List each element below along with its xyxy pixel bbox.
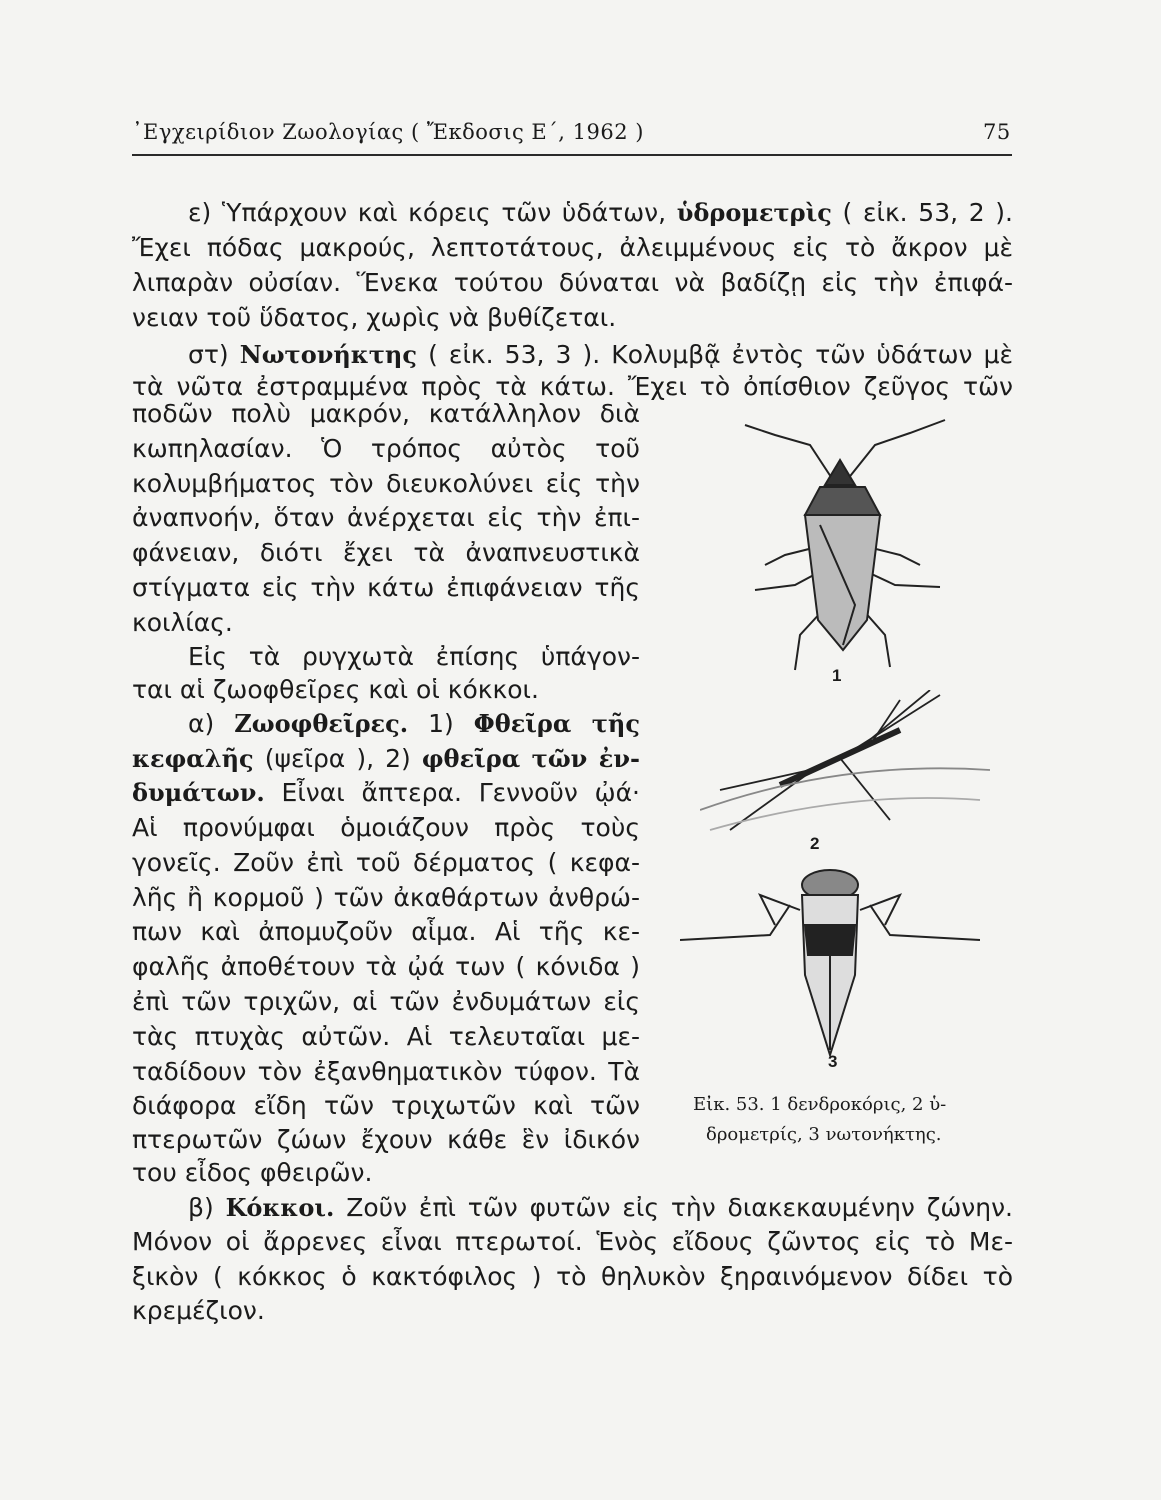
text-run: ξικὸν ( κόκκος ὁ κακτόφιλος ) τὸ θηλυκὸν ξηραινόμενον δίδει τὸ [132, 1262, 1013, 1291]
text-line [132, 914, 640, 950]
bold-term: Νωτονήκτης [239, 340, 417, 369]
text-run: πτερωτῶν ζώων ἔχουν κάθε ἓν ἰδικόν [132, 1125, 640, 1154]
text-run: του εἶδος φθειρῶν. [132, 1158, 373, 1187]
text-run: Αἱ προνύμφαι ὁμοιάζουν πρὸς τοὺς [132, 813, 640, 842]
text-run: λιπαρὰν οὐσίαν. Ἕνεκα τούτου δύναται νὰ βαδίζῃ εἰς τὴν ἐπιφά- [132, 268, 1013, 297]
text-run: ποδῶν πολὺ μακρόν, κατάλληλον διὰ [132, 399, 640, 428]
text-run: τὰς πτυχὰς αὐτῶν. Αἱ τελευταῖαι με- [132, 1022, 640, 1051]
text-run: κοιλίας. [132, 608, 233, 637]
text-line [132, 535, 640, 571]
text-run: Μόνον οἱ ἄρρενες εἶναι πτερωτοί. Ἑνὸς εἴδους ζῶντος εἰς τὸ Με- [132, 1227, 1013, 1256]
text-run: κρεμέζιον. [132, 1296, 265, 1325]
text-run: γονεῖς. Ζοῦν ἐπὶ τοῦ δέρματος ( κεφα- [132, 848, 640, 877]
text-line [132, 1224, 1013, 1260]
text-line [132, 396, 640, 432]
text-line [132, 500, 640, 536]
text-line [132, 880, 640, 916]
bold-term: κεφαλῆς [132, 744, 254, 773]
text-run: ἐπὶ τῶν τριχῶν, αἱ τῶν ἐνδυμάτων εἰς [132, 987, 640, 1016]
bold-term: Φθεῖρα τῆς [473, 709, 640, 738]
figure-3-backswimmer-illustration [680, 865, 980, 1060]
text-run: Εἰς τὰ ρυγχωτὰ ἐπίσης ὑπάγον- [188, 642, 640, 671]
text-line [188, 195, 1013, 231]
bold-term: Ζωοφθεῖρες. [234, 709, 409, 738]
text-line [132, 466, 640, 502]
text-line [132, 949, 640, 985]
text-line [132, 1054, 640, 1090]
text-line [132, 605, 640, 641]
text-run: στ) [188, 340, 240, 369]
text-run: φαλῆς ἀποθέτουν τὰ ᾠά των ( κόνιδα ) [132, 952, 640, 981]
text-run: α) [188, 709, 235, 738]
text-run: κωπηλασίαν. Ὁ τρόπος αὐτὸς τοῦ [132, 434, 640, 463]
bold-term: ὑδρομετρὶς [676, 198, 832, 227]
figure-1-tree-bug-illustration [715, 405, 975, 675]
text-run: Ἔχει πόδας μακρούς, λεπτοτάτους, ἀλειμμένους εἰς τὸ ἄκρον μὲ [132, 233, 1013, 262]
figure-label-3: 3 [828, 1052, 838, 1071]
text-run: ταδίδουν τὸν ἐξανθηματικὸν τύφον. Τὰ [132, 1057, 640, 1086]
figure-label-2: 2 [810, 834, 820, 853]
text-line [132, 1088, 640, 1124]
text-line [132, 230, 1013, 266]
figure-caption-line: Εἰκ. 53. 1 δενδροκόρις, 2 ὑ- [693, 1094, 947, 1115]
text-line [132, 1155, 640, 1191]
text-line [132, 1122, 640, 1158]
page-number: 75 [983, 120, 1011, 144]
text-run: 1) [408, 709, 474, 738]
text-line [132, 984, 640, 1020]
text-run: ἀναπνοήν, ὅταν ἀνέρχεται εἰς τὴν ἐπι- [132, 503, 640, 532]
text-line [132, 1259, 1013, 1295]
bold-term: φθεῖρα τῶν ἐν- [421, 744, 640, 773]
text-run: διάφορα εἴδη τῶν τριχωτῶν καὶ τῶν [132, 1091, 640, 1120]
text-line [132, 1293, 1013, 1329]
header-rule [132, 154, 1012, 156]
text-run: Ζοῦν ἐπὶ τῶν φυτῶν εἰς τὴν διακεκαυμένην ζώνην. [334, 1193, 1013, 1222]
text-run: κολυμβήματος τὸν διευκολύνει εἰς τὴν [132, 469, 640, 498]
figure-caption-line: δρομετρίς, 3 νωτονήκτης. [706, 1124, 942, 1145]
text-run: (ψεῖρα ), 2) [253, 744, 422, 773]
text-run: ( εἰκ. 53, 2 ). [831, 198, 1013, 227]
text-run: Εἶναι ἄπτερα. Γεννοῦν ᾠά· [264, 778, 640, 807]
text-run: β) [188, 1193, 226, 1222]
text-run: νειαν τοῦ ὕδατος, χωρὶς νὰ βυθίζεται. [132, 303, 617, 332]
figure-2-water-strider-illustration [700, 690, 990, 840]
text-line [132, 300, 1013, 336]
text-line [132, 775, 640, 811]
text-run: ται αἱ ζωοφθεῖρες καὶ οἱ κόκκοι. [132, 675, 539, 704]
text-line [132, 810, 640, 846]
text-line [132, 265, 1013, 301]
text-run: τὰ νῶτα ἐστραμμένα πρὸς τὰ κάτω. Ἔχει τὸ ὀπίσθιον ζεῦγος τῶν [132, 372, 1013, 401]
text-line [188, 337, 1013, 373]
text-line [132, 845, 640, 881]
text-run: ( εἰκ. 53, 3 ). Κολυμβᾷ ἐντὸς τῶν ὑδάτων μὲ [417, 340, 1013, 369]
text-run: λῆς ἢ κορμοῦ ) τῶν ἀκαθάρτων ἀνθρώ- [132, 883, 640, 912]
text-run: στίγματα εἰς τὴν κάτω ἐπιφάνειαν τῆς [132, 573, 640, 602]
running-header-title: ᾿Εγχειρίδιον Ζωολογίας ( Ἔκδοσις Ε΄, 1962 ) [132, 120, 644, 144]
text-run: φάνειαν, διότι ἔχει τὰ ἀναπνευστικὰ [132, 538, 640, 567]
bold-term: δυμάτων. [132, 778, 265, 807]
text-line [132, 570, 640, 606]
text-run: πων καὶ ἀπομυζοῦν αἷμα. Αἱ τῆς κε- [132, 917, 640, 946]
text-line [132, 741, 640, 777]
text-line [188, 706, 640, 742]
text-line [188, 639, 640, 675]
text-line [188, 1190, 1013, 1226]
figure-label-1: 1 [832, 666, 842, 685]
text-line [132, 672, 640, 708]
text-line [132, 1019, 640, 1055]
text-run: ε) Ὑπάρχουν καὶ κόρεις τῶν ὑδάτων, [188, 198, 677, 227]
bold-term: Κόκκοι. [225, 1193, 335, 1222]
text-line [132, 431, 640, 467]
